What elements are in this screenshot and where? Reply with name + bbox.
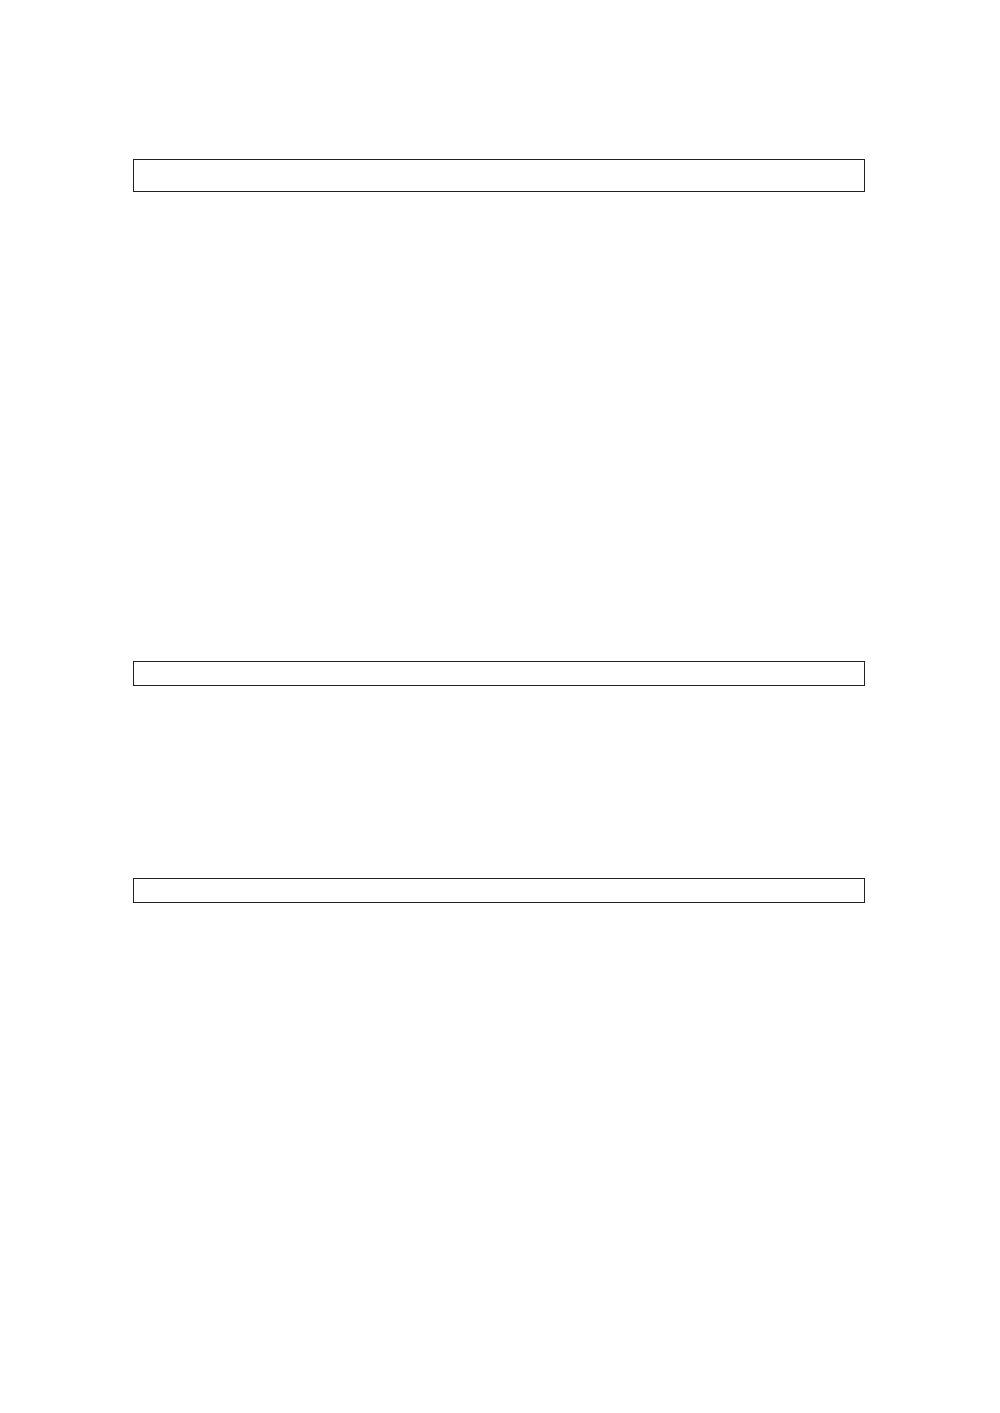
exercise-6-header <box>133 878 865 903</box>
logo-mark-icon <box>697 1384 717 1404</box>
exercise-5-header <box>133 661 865 686</box>
liveworksheets-logo <box>697 1378 721 1410</box>
exercise-4-header <box>133 159 865 192</box>
